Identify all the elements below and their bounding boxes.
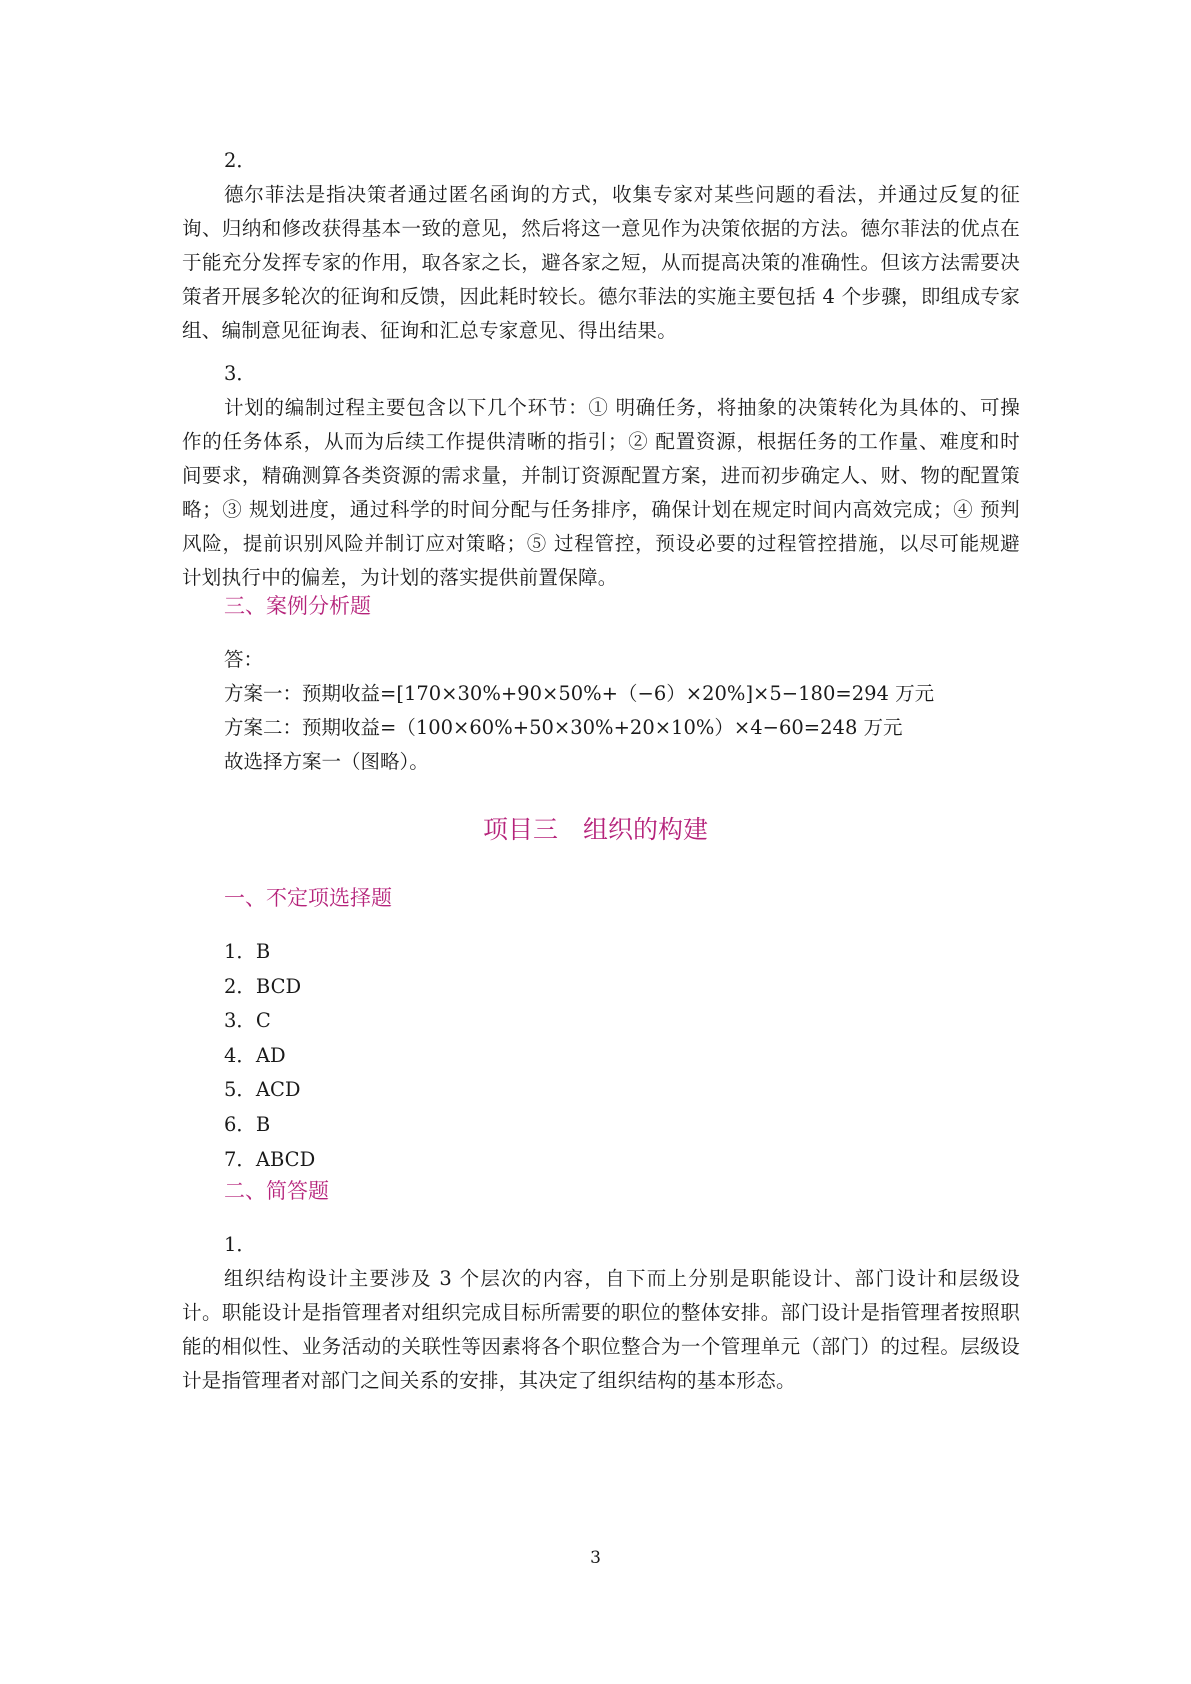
- list-item: 3．C: [224, 1009, 271, 1033]
- section-heading-short-answer: 二、简答题: [224, 1179, 329, 1203]
- list-item: 6．B: [224, 1112, 271, 1136]
- question-number: 2．: [224, 149, 256, 172]
- list-item: 7．ABCD: [224, 1147, 316, 1171]
- question-answer-text: 计划的编制过程主要包含以下几个环节：① 明确任务，将抽象的决策转化为具体的、可操作的任务体系，从而为后续工作提供清晰的指引；② 配置资源，根据任务的工作量、难度和时间要求，精确测算各类资源的需求量，并制订资源配置方案，进而初步确定人、财、物的配置策略；③ 规划进度，通过科学的时间分配与任务排序，确保计划在规定时间内高效完成；④ 预判风险，提前识别风险并制订应对策略；⑤ 过程管控，预设必要的过程管控措施，以尽可能规避计划执行中的偏差，为计划的落实提供前置保障。: [182, 396, 1020, 589]
- short-question-1: [182, 1228, 1020, 1398]
- question-2: [182, 144, 1020, 348]
- section-heading-case-analysis: 三、案例分析题: [224, 594, 371, 618]
- choice-answer-list: [224, 935, 315, 1177]
- plan-two-formula: 方案二：预期收益=（100×60%+50×30%+20×10%）×4−60=248 万元: [224, 716, 903, 739]
- case-conclusion: 故选择方案一（图略）。: [224, 750, 429, 773]
- answer-label: 答：: [224, 648, 264, 671]
- question-3: [182, 357, 1020, 595]
- plan-one-formula: 方案一：预期收益=[170×30%+90×50%+（−6）×20%]×5−180=294 万元: [224, 682, 935, 705]
- list-item: 1．B: [224, 940, 271, 963]
- list-item: 5．ACD: [224, 1078, 301, 1102]
- question-answer-text: 组织结构设计主要涉及 3 个层次的内容，自下而上分别是职能设计、部门设计和层级设计。职能设计是指管理者对组织完成目标所需要的职位的整体安排。部门设计是指管理者按照职能的相似性、业务活动的关联性等因素将各个职位整合为一个管理单元（部门）的过程。层级设计是指管理者对部门之间关系的安排，其决定了组织结构的基本形态。: [182, 1267, 1020, 1392]
- case-answer: [182, 643, 1020, 779]
- list-item: 2．BCD: [224, 974, 302, 998]
- question-number: 3．: [224, 362, 256, 385]
- question-answer-text: 德尔菲法是指决策者通过匿名函询的方式，收集专家对某些问题的看法，并通过反复的征询、归纳和修改获得基本一致的意见，然后将这一意见作为决策依据的方法。德尔菲法的优点在于能充分发挥专家的作用，取各家之长，避各家之短，从而提高决策的准确性。但该方法需要决策者开展多轮次的征询和反馈，因此耗时较长。德尔菲法的实施主要包括 4 个步骤，即组成专家组、编制意见征询表、征询和汇总专家意见、得出结果。: [182, 183, 1020, 342]
- section-heading-choice: 一、不定项选择题: [224, 886, 392, 910]
- question-number: 1．: [224, 1233, 256, 1256]
- chapter-title: 项目三 组织的构建: [482, 815, 708, 844]
- page-number: 3: [590, 1548, 601, 1568]
- list-item: 4．AD: [224, 1043, 286, 1067]
